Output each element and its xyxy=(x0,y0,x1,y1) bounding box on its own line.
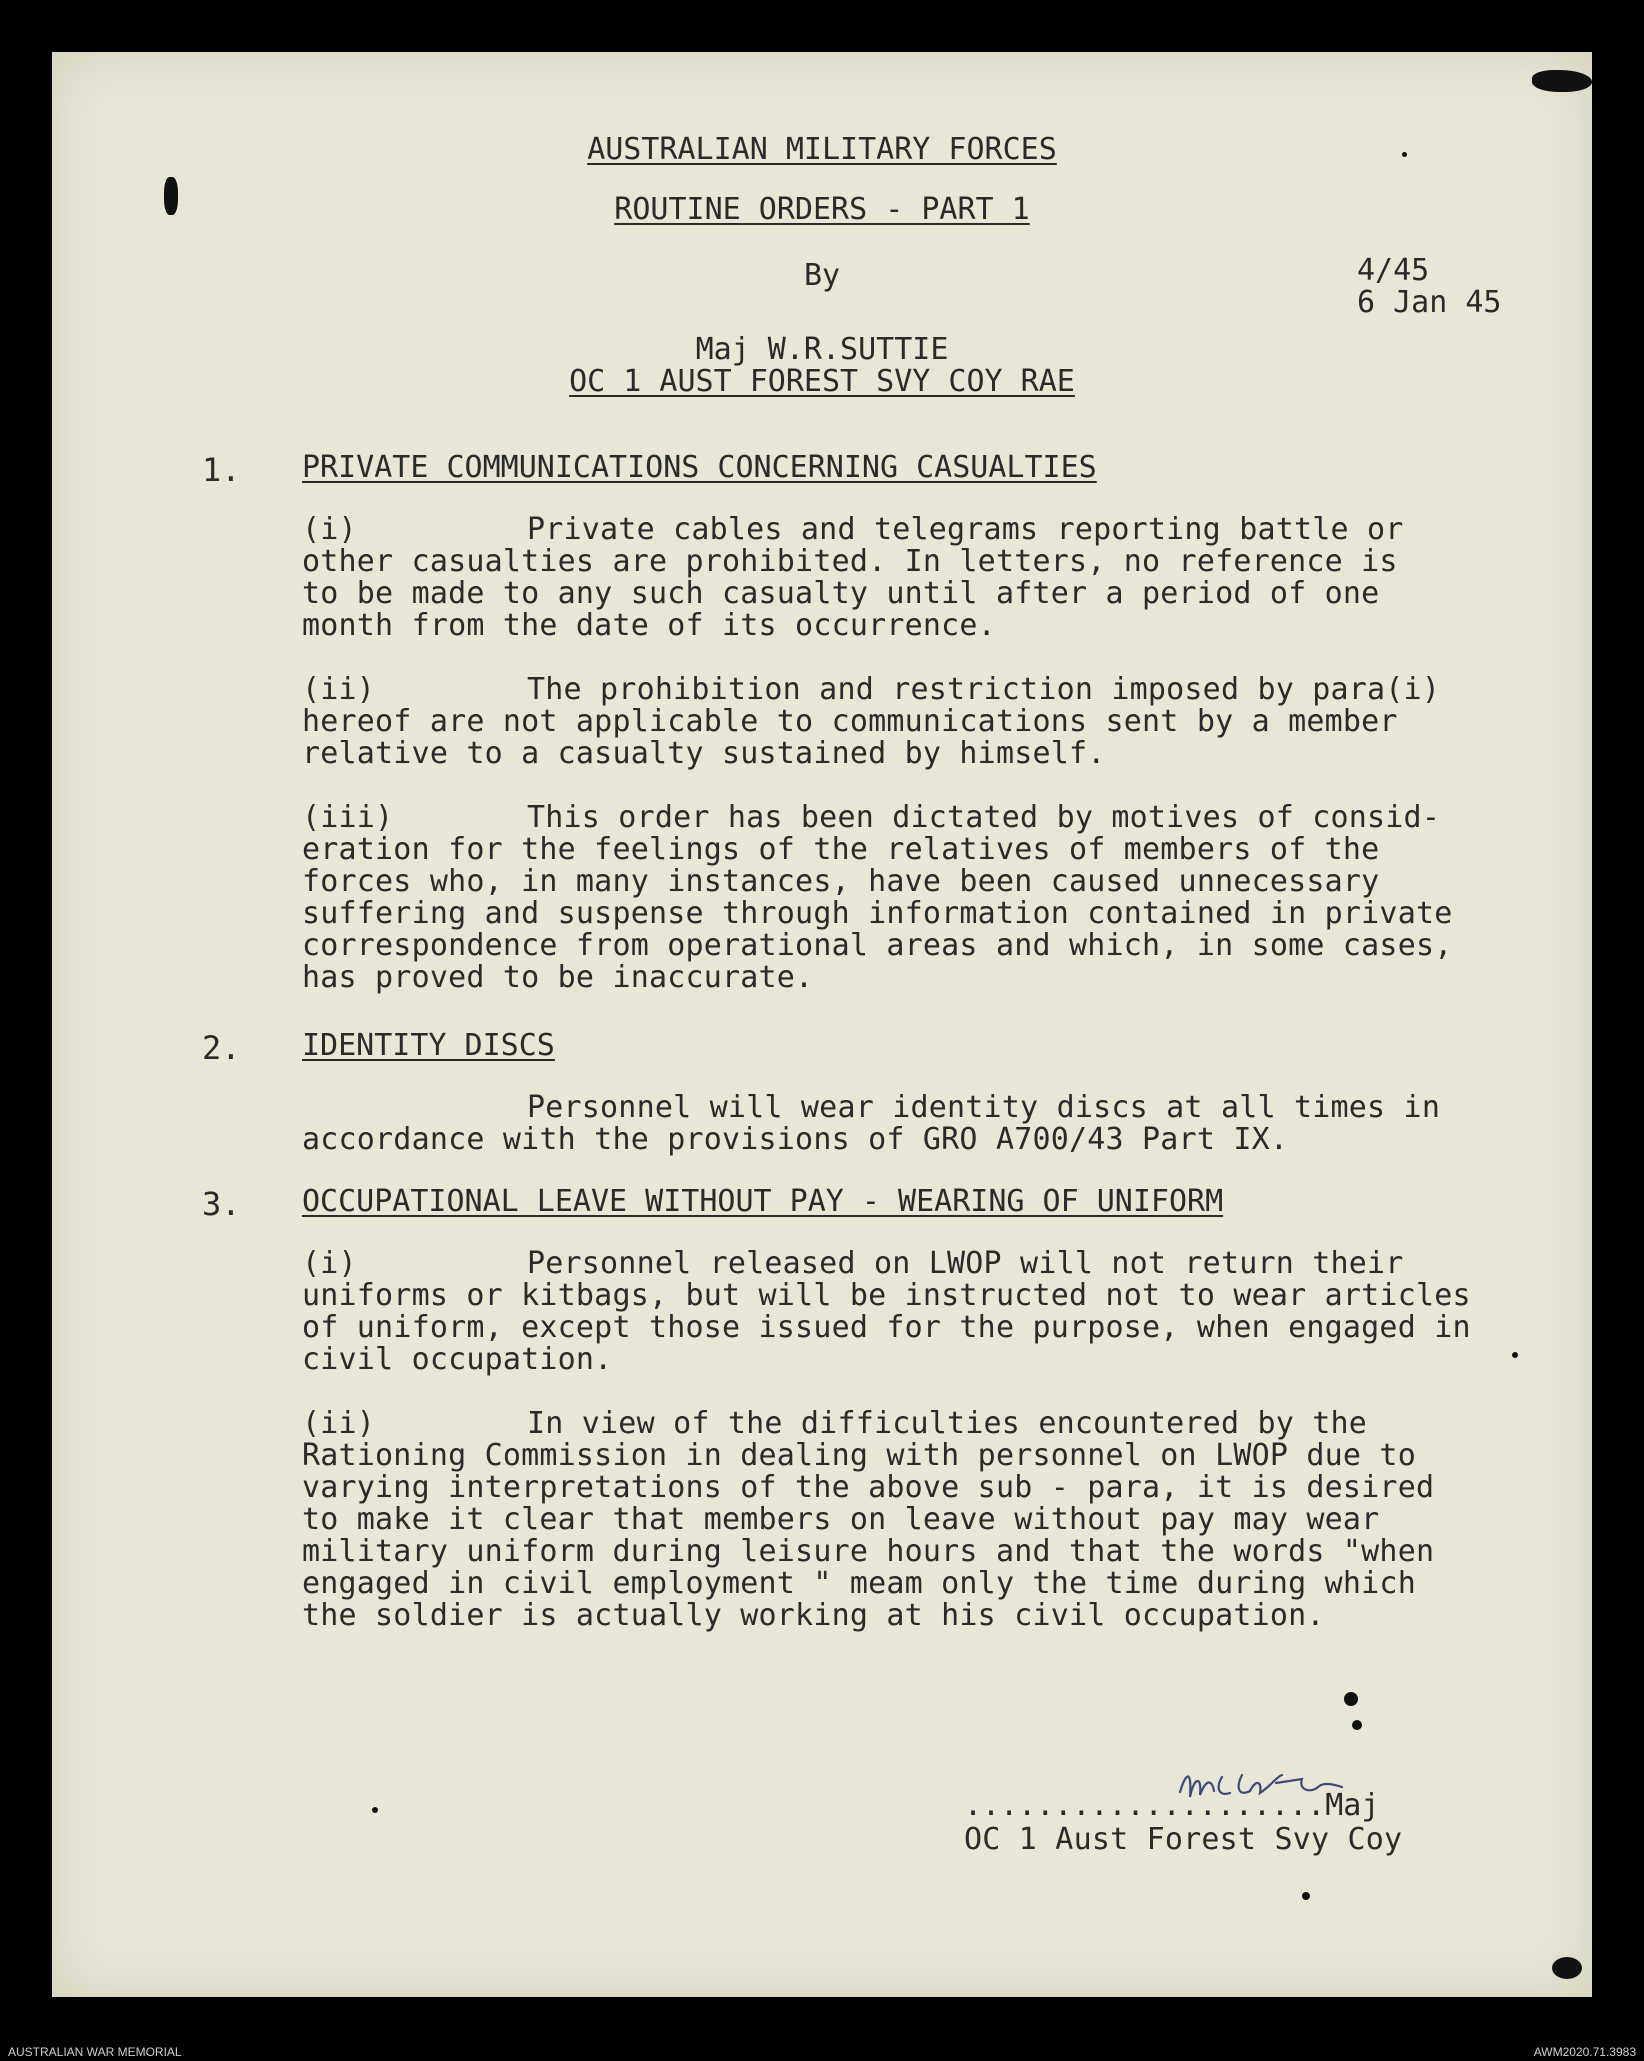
ink-blot xyxy=(1552,1957,1582,1979)
section-number: 2. xyxy=(202,1029,241,1067)
section-heading: OCCUPATIONAL LEAVE WITHOUT PAY - WEARING OF UNIFORM xyxy=(302,1184,1224,1219)
text-line: In view of the difficulties encountered by the xyxy=(527,1406,1368,1441)
text-line: forces who, in many instances, have been caused unnecessary xyxy=(302,864,1380,899)
text-line: accordance with the provisions of GRO A700/43 Part IX. xyxy=(302,1122,1289,1157)
text-line: the soldier is actually working at his civil occupation. xyxy=(302,1598,1325,1633)
text-line: civil occupation. xyxy=(302,1342,613,1377)
ref-number: 4/45 xyxy=(1357,253,1430,288)
doc-type-title: ROUTINE ORDERS - PART 1 xyxy=(614,192,1030,227)
text-line: to make it clear that members on leave without pay may wear xyxy=(302,1502,1380,1537)
text-line: eration for the feelings of the relatives of members of the xyxy=(302,832,1380,867)
ink-blot xyxy=(1512,1352,1518,1358)
subpara-label: (iii) xyxy=(302,800,394,835)
text-line: varying interpretations of the above sub - para, it is desired xyxy=(302,1470,1435,1505)
footer-archive-name: AUSTRALIAN WAR MEMORIAL xyxy=(8,2045,182,2059)
signature-title: OC 1 Aust Forest Svy Coy xyxy=(964,1822,1403,1857)
ink-blot xyxy=(1352,1720,1362,1730)
ink-blot xyxy=(1402,152,1407,157)
section-heading: IDENTITY DISCS xyxy=(302,1028,555,1063)
subpara-label: (ii) xyxy=(302,672,376,707)
text-line: to be made to any such casualty until after a period of one xyxy=(302,576,1380,611)
text-line: other casualties are prohibited. In letters, no reference is xyxy=(302,544,1398,579)
officer-name: Maj W.R.SUTTIE xyxy=(695,332,949,367)
text-line: This order has been dictated by motives of consid- xyxy=(527,800,1441,835)
order-date: 6 Jan 45 xyxy=(1357,285,1502,320)
document-page xyxy=(52,52,1592,1997)
section-number: 3. xyxy=(202,1185,241,1223)
text-line: relative to a casualty sustained by himself. xyxy=(302,736,1106,771)
signature-line: ....................Maj xyxy=(964,1788,1380,1823)
text-line: The prohibition and restriction imposed by para(i) xyxy=(527,672,1441,707)
text-line: Rationing Commission in dealing with personnel on LWOP due to xyxy=(302,1438,1416,1473)
text-line: Personnel released on LWOP will not return their xyxy=(527,1246,1404,1281)
ink-blot xyxy=(164,177,178,215)
subpara-label: (ii) xyxy=(302,1406,376,1441)
footer-accession-number: AWM2020.71.3983 xyxy=(1533,2045,1636,2059)
unit-name: OC 1 AUST FOREST SVY COY RAE xyxy=(569,364,1075,399)
ink-blot xyxy=(372,1807,378,1813)
text-line: hereof are not applicable to communications sent by a member xyxy=(302,704,1398,739)
text-line: month from the date of its occurrence. xyxy=(302,608,996,643)
subpara-label: (i) xyxy=(302,1246,357,1281)
text-line: correspondence from operational areas and which, in some cases, xyxy=(302,928,1453,963)
subpara-label: (i) xyxy=(302,512,357,547)
text-line: suffering and suspense through information contained in private xyxy=(302,896,1453,931)
by-line: By xyxy=(803,258,841,293)
text-line: of uniform, except those issued for the purpose, when engaged in xyxy=(302,1310,1471,1345)
section-number: 1. xyxy=(202,451,241,489)
text-line: uniforms or kitbags, but will be instructed not to wear articles xyxy=(302,1278,1471,1313)
ink-blot xyxy=(1532,70,1592,92)
text-line: Personnel will wear identity discs at all times in xyxy=(527,1090,1441,1125)
text-line: engaged in civil employment " meam only the time during which xyxy=(302,1566,1416,1601)
org-title: AUSTRALIAN MILITARY FORCES xyxy=(587,132,1057,167)
text-line: has proved to be inaccurate. xyxy=(302,960,814,995)
ink-blot xyxy=(1344,1692,1358,1706)
text-line: military uniform during leisure hours and that the words "when xyxy=(302,1534,1435,1569)
text-line: Private cables and telegrams reporting battle or xyxy=(527,512,1404,547)
ink-blot xyxy=(1302,1892,1310,1900)
section-heading: PRIVATE COMMUNICATIONS CONCERNING CASUALTIES xyxy=(302,450,1097,485)
